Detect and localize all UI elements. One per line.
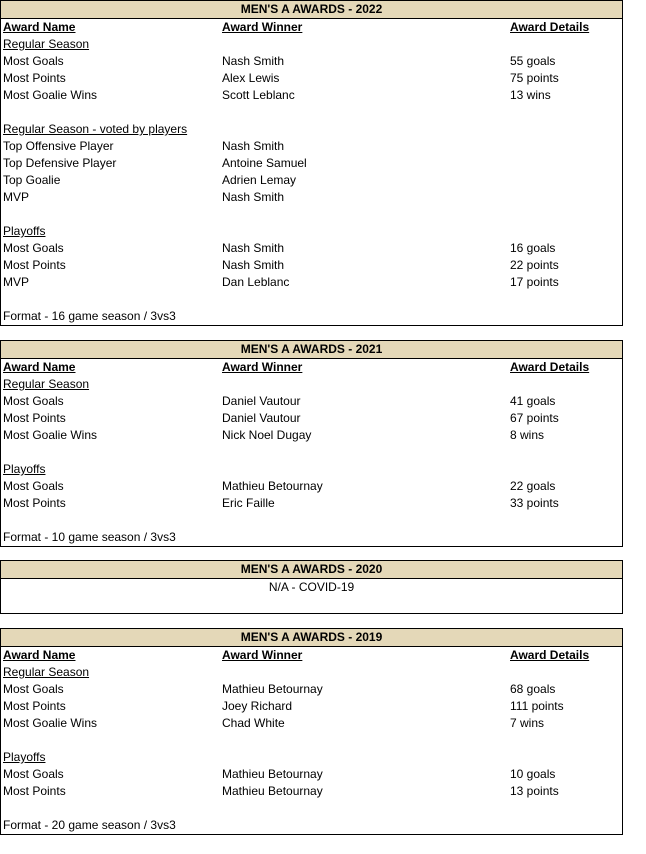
award-winner: Alex Lewis	[222, 71, 280, 85]
award-winner: Mathieu Betournay	[222, 784, 323, 798]
award-name: Top Defensive Player	[3, 156, 117, 170]
column-headers	[1, 359, 622, 376]
format-note-row	[1, 308, 622, 325]
award-details: 16 goals	[510, 241, 556, 255]
award-details: 10 goals	[510, 767, 556, 781]
award-name: Most Points	[3, 784, 66, 798]
award-details: 67 points	[510, 411, 559, 425]
award-winner: Daniel Vautour	[222, 411, 301, 425]
section-label: Playoffs	[3, 750, 46, 764]
blank-row	[1, 291, 622, 308]
section-label: Regular Season	[3, 37, 90, 51]
award-winner: Daniel Vautour	[222, 394, 301, 408]
column-header-award-details: Award Details	[510, 360, 590, 374]
award-details: 111 points	[510, 699, 564, 713]
block-title: MEN'S A AWARDS - 2022	[1, 1, 622, 19]
award-name: Most Goalie Wins	[3, 88, 98, 102]
award-name: Top Goalie	[3, 173, 61, 187]
column-header-award-details: Award Details	[510, 648, 590, 662]
blank-row	[1, 596, 622, 613]
column-header-award-winner: Award Winner	[222, 648, 303, 662]
column-header-award-winner: Award Winner	[222, 20, 303, 34]
award-row	[1, 698, 622, 715]
column-header-award-name: Award Name	[3, 648, 76, 662]
award-winner: Mathieu Betournay	[222, 479, 323, 493]
award-row	[1, 393, 622, 410]
blank-row	[1, 206, 622, 223]
award-winner: Nash Smith	[222, 139, 285, 153]
award-details: 13 points	[510, 784, 559, 798]
award-row	[1, 53, 622, 70]
award-details: 33 points	[510, 496, 559, 510]
award-name: Most Goals	[3, 241, 64, 255]
award-row	[1, 681, 622, 698]
column-header-award-name: Award Name	[3, 360, 76, 374]
blank-row	[1, 732, 622, 749]
award-row	[1, 257, 622, 274]
award-winner: Nick Noel Dugay	[222, 428, 312, 442]
award-row	[1, 274, 622, 291]
block-title: MEN'S A AWARDS - 2020	[1, 561, 622, 579]
blank-row	[1, 512, 622, 529]
award-name: Most Goalie Wins	[3, 716, 98, 730]
column-headers	[1, 19, 622, 36]
award-details: 41 goals	[510, 394, 556, 408]
award-row	[1, 155, 622, 172]
award-name: Most Points	[3, 71, 66, 85]
section-label: Regular Season	[3, 665, 90, 679]
award-details: 13 wins	[510, 88, 551, 102]
award-name: Most Goals	[3, 54, 64, 68]
award-row	[1, 240, 622, 257]
award-row	[1, 70, 622, 87]
award-name: Most Points	[3, 258, 66, 272]
award-name: Most Points	[3, 411, 66, 425]
section-heading	[1, 223, 622, 240]
blank-row	[1, 104, 622, 121]
award-row	[1, 495, 622, 512]
award-details: 22 points	[510, 258, 559, 272]
award-details: 75 points	[510, 71, 559, 85]
award-name: Most Goals	[3, 479, 64, 493]
award-details: 7 wins	[510, 716, 545, 730]
award-row	[1, 478, 622, 495]
award-row	[1, 410, 622, 427]
column-headers	[1, 647, 622, 664]
awards-block	[0, 340, 623, 547]
award-winner: Nash Smith	[222, 258, 285, 272]
award-winner: Mathieu Betournay	[222, 682, 323, 696]
award-details: 68 goals	[510, 682, 556, 696]
award-winner: Joey Richard	[222, 699, 293, 713]
awards-block	[0, 628, 623, 835]
award-name: Most Goals	[3, 394, 64, 408]
award-winner: Eric Faille	[222, 496, 275, 510]
award-winner: Scott Leblanc	[222, 88, 295, 102]
format-note-row	[1, 817, 622, 834]
award-winner: Antoine Samuel	[222, 156, 307, 170]
award-row	[1, 189, 622, 206]
award-name: Top Offensive Player	[3, 139, 114, 153]
section-label: Regular Season	[3, 377, 90, 391]
award-winner: Nash Smith	[222, 190, 285, 204]
format-note: Format - 10 game season / 3vs3	[3, 530, 176, 544]
award-winner: Dan Leblanc	[222, 275, 290, 289]
format-note-row	[1, 529, 622, 546]
award-row	[1, 87, 622, 104]
award-row	[1, 172, 622, 189]
section-heading	[1, 749, 622, 766]
award-winner: Nash Smith	[222, 241, 285, 255]
section-heading	[1, 461, 622, 478]
section-heading	[1, 664, 622, 681]
status-note: N/A - COVID-19	[268, 580, 355, 594]
column-header-award-winner: Award Winner	[222, 360, 303, 374]
section-heading	[1, 376, 622, 393]
block-title: MEN'S A AWARDS - 2019	[1, 629, 622, 647]
section-heading	[1, 36, 622, 53]
award-winner: Nash Smith	[222, 54, 285, 68]
award-winner: Adrien Lemay	[222, 173, 297, 187]
award-row	[1, 138, 622, 155]
section-label: Playoffs	[3, 224, 46, 238]
award-name: Most Points	[3, 496, 66, 510]
award-name: Most Goals	[3, 682, 64, 696]
block-title: MEN'S A AWARDS - 2021	[1, 341, 622, 359]
award-name: MVP	[3, 275, 30, 289]
blank-row	[1, 800, 622, 817]
award-winner: Chad White	[222, 716, 285, 730]
award-name: MVP	[3, 190, 30, 204]
award-row	[1, 715, 622, 732]
award-details: 55 goals	[510, 54, 556, 68]
format-note: Format - 16 game season / 3vs3	[3, 309, 176, 323]
award-details: 8 wins	[510, 428, 545, 442]
award-name: Most Points	[3, 699, 66, 713]
award-row	[1, 783, 622, 800]
format-note: Format - 20 game season / 3vs3	[3, 818, 176, 832]
award-row	[1, 766, 622, 783]
awards-block	[0, 560, 623, 614]
award-details: 22 goals	[510, 479, 556, 493]
award-row	[1, 427, 622, 444]
award-name: Most Goals	[3, 767, 64, 781]
section-label: Playoffs	[3, 462, 46, 476]
award-winner: Mathieu Betournay	[222, 767, 323, 781]
blank-row	[1, 444, 622, 461]
column-header-award-details: Award Details	[510, 20, 590, 34]
award-name: Most Goalie Wins	[3, 428, 98, 442]
section-label: Regular Season - voted by players	[3, 122, 188, 136]
award-details: 17 points	[510, 275, 559, 289]
section-heading	[1, 121, 622, 138]
column-header-award-name: Award Name	[3, 20, 76, 34]
awards-block	[0, 0, 623, 326]
